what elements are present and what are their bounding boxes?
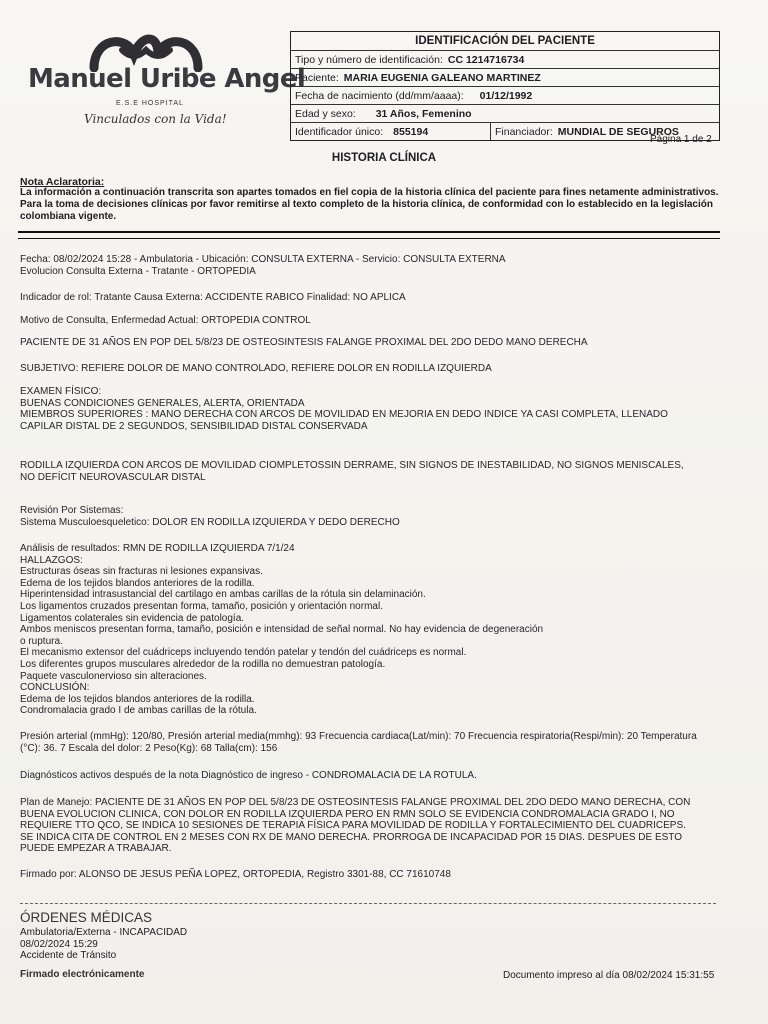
note-line: Ambos meniscos presentan forma, tamaño, posición e intensidad de señal normal. No hay evidencia de degeneración (20, 624, 544, 636)
note-line: Condromalacia grado I de ambas carillas de la rótula. (20, 705, 257, 717)
print-timestamp: Documento impreso al día 08/02/2024 15:31:55 (503, 970, 715, 981)
note-block (20, 869, 720, 881)
note-block (20, 363, 720, 375)
uid-cell (291, 123, 491, 140)
uid-label: Identificador único: (295, 125, 384, 138)
note-block (20, 254, 720, 277)
note-block (20, 386, 720, 432)
note-line: Paquete vasculonervioso sin alteraciones. (20, 670, 207, 682)
hospital-logo (28, 28, 306, 128)
birthdate-label: Fecha de nacimiento (dd/mm/aaaa): (295, 89, 464, 102)
age-sex-label: Edad y sexo: (295, 107, 356, 120)
logo-subtitle: E.S.E HOSPITAL (116, 100, 184, 107)
note-line: RODILLA IZQUIERDA CON ARCOS DE MOVILIDAD CIOMPLETOSSIN DERRAME, SIN SIGNOS DE INESTABILIDAD, NO SIGNOS MENISCALES, (20, 460, 684, 471)
id-label: Tipo y número de identificación: (295, 53, 443, 66)
note-block (20, 770, 720, 782)
note-block (20, 543, 720, 717)
id-row-document (291, 50, 719, 68)
note-line: Indicador de rol: Tratante Causa Externa: ACCIDENTE RABICO Finalidad: NO APLICA (20, 292, 406, 303)
dashed-divider (20, 903, 716, 904)
note-line: Los ligamentos cruzados presentan forma, tamaño, posición y orientación normal. (20, 600, 383, 612)
note-block (20, 292, 720, 304)
medical-orders-list (20, 927, 187, 962)
note-line: Hiperintensidad intrasustancial del cartilago en ambas carillas de la rótula sin delaminación. (20, 589, 426, 601)
note-line: Análisis de resultados: RMN DE RODILLA IZQUIERDA 7/1/24 (20, 543, 295, 554)
order-line: Accidente de Tránsito (20, 950, 117, 961)
note-block (20, 460, 720, 483)
note-line: SE INDICA CITA DE CONTROL EN 2 MESES CON RX DE MANO DERECHA. PRORROGA DE INCAPACIDAD POR 15 DIAS. DESPUES DE ESTO (20, 831, 682, 843)
note-line: EXAMEN FÍSICO: (20, 386, 102, 397)
divider (18, 238, 720, 239)
note-line: CONCLUSIÓN: (20, 682, 90, 694)
payer-label: Financiador: (495, 125, 553, 138)
note-line: El mecanismo extensor del cuádriceps incluyendo tendón patelar y tendón del cuádriceps es normal. (20, 647, 467, 659)
logo-name: Manuel Uribe Angel (28, 64, 306, 94)
clarification-note-title: Nota Aclaratoria: (20, 176, 105, 188)
note-line: BUENA EVOLUCION CLINICA, CON DOLOR EN RODILLA IZQUIERDA PERO EN RMN SOLO SE EVIDENCIA CONDROMALACIA GRADO I, NO (20, 808, 675, 820)
id-box-heading: IDENTIFICACIÓN DEL PACIENTE (415, 35, 595, 47)
note-block (20, 315, 720, 327)
note-line: SUBJETIVO: REFIERE DOLOR DE MANO CONTROLADO, REFIERE DOLOR EN RODILLA IZQUIERDA (20, 363, 492, 374)
note-line: PUEDE EMPEZAR A TRABAJAR. (20, 843, 172, 855)
note-line: Los diferentes grupos musculares alrededor de la rodilla no demuestran patología. (20, 658, 386, 670)
id-row-age-sex (291, 104, 719, 122)
note-block (20, 797, 720, 855)
medical-orders-title: ÓRDENES MÉDICAS (20, 910, 153, 925)
id-row-patient (291, 68, 719, 86)
note-line: Motivo de Consulta, Enfermedad Actual: ORTOPEDIA CONTROL (20, 315, 311, 326)
note-line: HALLAZGOS: (20, 554, 83, 566)
note-block (20, 731, 720, 754)
note-line: Evolucion Consulta Externa - Tratante - ORTOPEDIA (20, 265, 256, 277)
order-line: 08/02/2024 15:29 (20, 938, 98, 950)
id-row-birthdate (291, 86, 719, 104)
page-number: Página 1 de 2 (650, 134, 712, 145)
note-line: Ligamentos colaterales sin evidencia de patología. (20, 612, 245, 624)
note-line: Edema de los tejidos blandos anteriores de la rodilla. (20, 693, 255, 705)
uid-value: 855194 (393, 125, 429, 138)
note-line: CAPILAR DISTAL DE 2 SEGUNDOS, SENSIBILIDAD DISTAL CONSERVADA (20, 420, 368, 432)
divider (18, 231, 720, 233)
patient-label: Paciente: (295, 71, 339, 84)
clarification-note-text: La información a continuación transcrita son apartes tomados en fiel copia de la historia clínica del paciente para fines netamente administrativos. Para la toma de decisiones clínicas por favor remitirse al texto completo de la historia clínica, de conformidad con lo establecido en la legislación colombiana vigente. (20, 187, 719, 222)
note-line: Firmado por: ALONSO DE JESUS PEÑA LOPEZ, ORTOPEDIA, Registro 3301-88, CC 71610748 (20, 869, 451, 880)
id-value: CC 1214716734 (447, 53, 525, 66)
note-line: o ruptura. (20, 635, 63, 647)
note-line: Presión arterial (mmHg): 120/80, Presión arterial media(mmhg): 93 Frecuencia cardiaca(Lat/min): 70 Frecuencia respiratoria(Respi/min): 20 Temperatura (20, 731, 697, 742)
logo-slogan: Vinculados con la Vida! (84, 112, 227, 126)
note-block (20, 337, 720, 349)
patient-name: MARIA EUGENIA GALEANO MARTINEZ (343, 71, 541, 84)
payer-value: MUNDIAL DE SEGUROS (557, 125, 679, 138)
note-line: Diagnósticos activos después de la nota Diagnóstico de ingreso - CONDROMALACIA DE LA ROTULA. (20, 770, 477, 781)
note-line: BUENAS CONDICIONES GENERALES, ALERTA, ORIENTADA (20, 397, 305, 409)
note-line: PACIENTE DE 31 AÑOS EN POP DEL 5/8/23 DE OSTEOSINTESIS FALANGE PROXIMAL DEL 2DO DEDO MANO DERECHA (20, 337, 588, 348)
note-line: Estructuras óseas sin fracturas ni lesiones expansivas. (20, 566, 263, 578)
age-sex-value: 31 Años, Femenino (375, 107, 472, 120)
note-block (20, 505, 720, 528)
electronic-signature-note: Firmado electrónicamente (20, 969, 145, 980)
note-line: Fecha: 08/02/2024 15:28 - Ambulatoria - Ubicación: CONSULTA EXTERNA - Servicio: CONSULTA EXTERNA (20, 254, 506, 265)
note-line: REQUIERE TTO QCO, SE INDICA 10 SESIONES DE TERAPIA FÍSICA PARA MOVILIDAD DE RODILLA Y FORTALECIMIENTO DEL CUADRICEPS. (20, 820, 686, 832)
note-line: Plan de Manejo: PACIENTE DE 31 AÑOS EN POP DEL 5/8/23 DE OSTEOSINTESIS FALANGE PROXIMAL DEL 2DO DEDO MANO DERECHA, CON (20, 797, 691, 808)
note-line: Edema de los tejidos blandos anteriores de la rodilla. (20, 577, 255, 589)
order-line: Ambulatoria/Externa - INCAPACIDAD (20, 927, 188, 938)
document-title: HISTORIA CLÍNICA (331, 152, 437, 164)
note-line: MIEMBROS SUPERIORES : MANO DERECHA CON ARCOS DE MOVILIDAD EN MEJORIA EN DEDO INDICE YA CASI COMPLETA, LLENADO (20, 409, 668, 421)
note-line: Sistema Musculoesqueletico: DOLOR EN RODILLA IZQUIERDA Y DEDO DERECHO (20, 516, 400, 528)
note-line: (°C): 36. 7 Escala del dolor: 2 Peso(Kg): 68 Talla(cm): 156 (20, 742, 278, 754)
birthdate-value: 01/12/1992 (479, 89, 533, 102)
patient-identification-box (290, 31, 720, 141)
note-line: NO DEFÍCIT NEUROVASCULAR DISTAL (20, 471, 206, 483)
note-line: Revisión Por Sistemas: (20, 505, 124, 516)
